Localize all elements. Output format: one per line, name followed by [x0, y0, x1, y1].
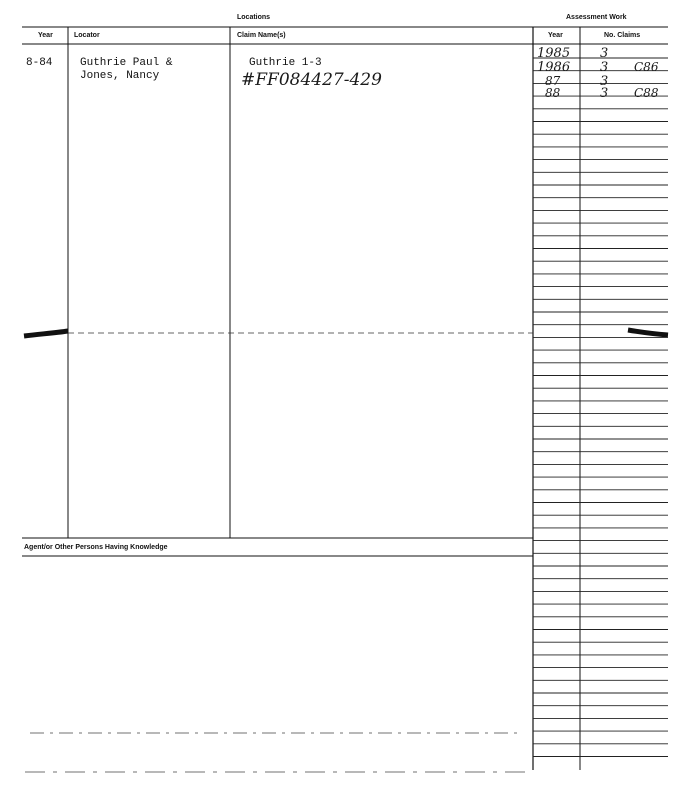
aw-claims-3: 3: [600, 74, 609, 89]
aw-mark-2: C86: [634, 60, 659, 74]
entry-year: 8-84: [26, 57, 53, 69]
aw-year-2: 1986: [537, 60, 571, 75]
entry-locator-line1: Guthrie Paul &: [80, 57, 173, 69]
col-header-claim-names: Claim Name(s): [237, 32, 286, 39]
aw-claims-4: 3: [600, 86, 609, 101]
aw-mark-4: C88: [634, 86, 659, 100]
agent-section-label: Agent/or Other Persons Having Knowledge: [24, 544, 168, 551]
col-header-year: Year: [38, 32, 53, 39]
entry-claim-number: #FF084427-429: [241, 70, 382, 90]
locations-label: Locations: [237, 14, 271, 21]
entry-locator-line2: Jones, Nancy: [80, 70, 160, 82]
col-header-locator: Locator: [74, 32, 100, 39]
aw-year-3: 87: [545, 74, 561, 88]
col-header-no-claims: No. Claims: [604, 32, 641, 39]
entry-claim-name: Guthrie 1-3: [249, 57, 322, 69]
aw-claims-1: 3: [600, 46, 609, 61]
assessment-work-label: Assessment Work: [566, 14, 627, 21]
aw-year-1: 1985: [537, 46, 571, 61]
col-header-aw-year: Year: [548, 32, 563, 39]
aw-claims-2: 3: [600, 60, 609, 75]
aw-year-4: 88: [545, 86, 561, 100]
